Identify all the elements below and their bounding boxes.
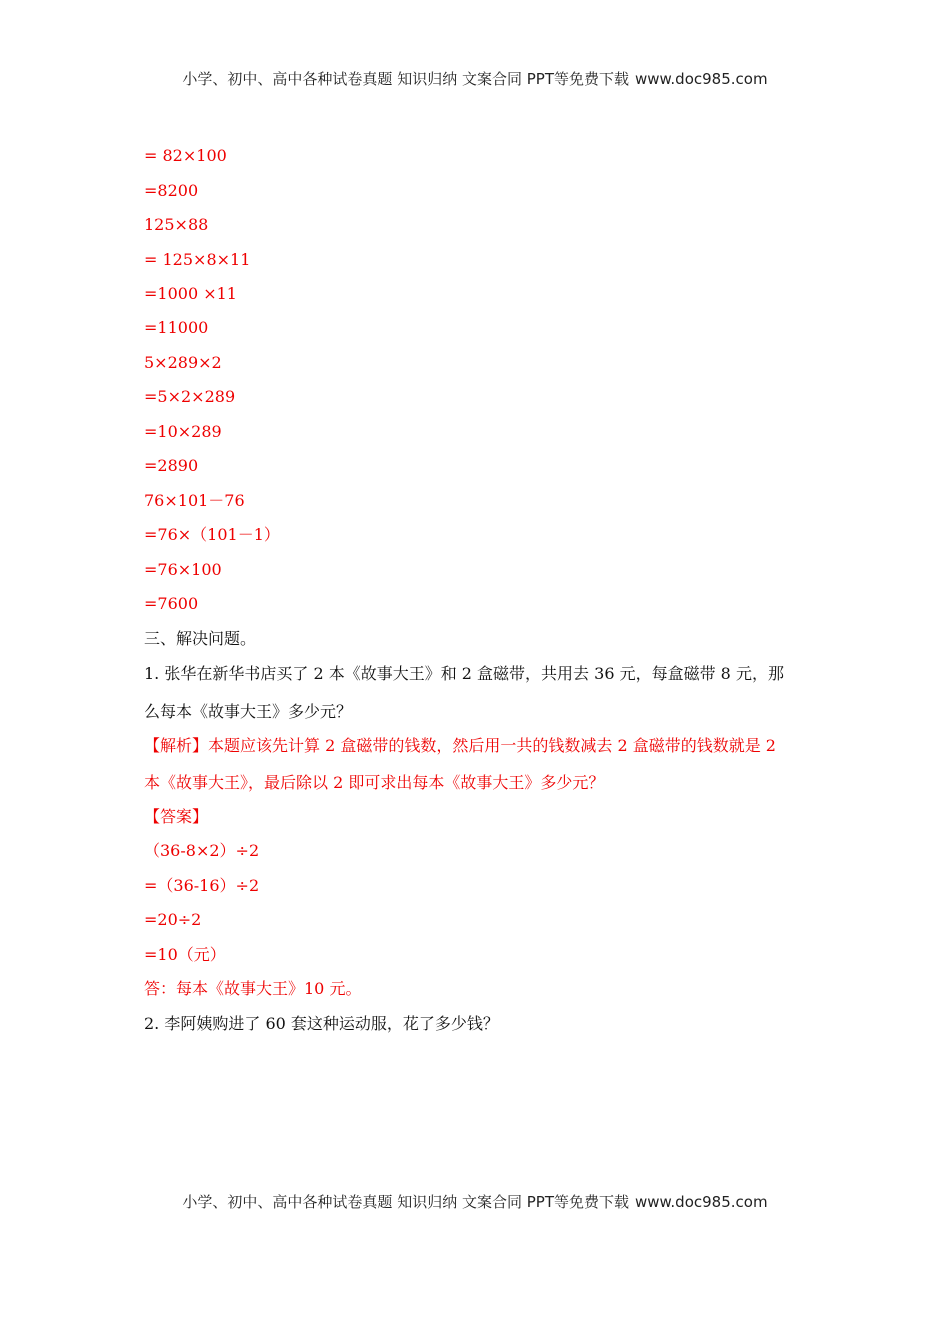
calc-line: 125×88 <box>144 215 209 234</box>
calc-line: 76×101－76 <box>144 491 245 510</box>
header-site-link[interactable]: www.doc985.com <box>634 70 768 88</box>
footer-text: 小学、初中、高中各种试卷真题 知识归纳 文案合同 PPT等免费下载 <box>182 1193 629 1211</box>
answer-step: =10（元） <box>144 945 226 964</box>
answer-conclusion: 答：每本《故事大王》10 元。 <box>144 979 362 998</box>
section-title: 三、解决问题。 <box>144 629 257 648</box>
analysis-line-1: 【解析】本题应该先计算 2 盒磁带的钱数，然后用一共的钱数减去 2 盒磁带的钱数就是 2 <box>144 736 776 755</box>
calc-line: = 82×100 <box>144 146 227 165</box>
calc-line: =5×2×289 <box>144 387 236 406</box>
calc-line: =8200 <box>144 181 199 200</box>
calc-line: =10×289 <box>144 422 222 441</box>
header-text: 小学、初中、高中各种试卷真题 知识归纳 文案合同 PPT等免费下载 <box>182 70 629 88</box>
question-1-line-2: 么每本《故事大王》多少元？ <box>144 702 353 721</box>
answer-step: =20÷2 <box>144 910 202 929</box>
page-header <box>0 68 950 89</box>
calc-line: =76×（101－1） <box>144 525 280 544</box>
answer-step: =（36-16）÷2 <box>144 876 260 895</box>
analysis-line-2: 本《故事大王》，最后除以 2 即可求出每本《故事大王》多少元？ <box>144 773 605 792</box>
calc-line: =2890 <box>144 456 199 475</box>
page-footer <box>0 1191 950 1212</box>
answer-label: 【答案】 <box>144 807 209 826</box>
answer-step: （36-8×2）÷2 <box>144 841 260 860</box>
question-2: 2. 李阿姨购进了 60 套这种运动服，花了多少钱？ <box>144 1014 499 1033</box>
calc-line: =7600 <box>144 594 199 613</box>
calc-line: =76×100 <box>144 560 222 579</box>
calc-line: = 125×8×11 <box>144 250 251 269</box>
calc-line: =11000 <box>144 318 209 337</box>
question-1-line-1: 1. 张华在新华书店买了 2 本《故事大王》和 2 盒磁带，共用去 36 元，每盒磁带 8 元，那 <box>144 664 784 683</box>
calc-line: =1000 ×11 <box>144 284 237 303</box>
footer-site-link[interactable]: www.doc985.com <box>634 1193 768 1211</box>
calc-line: 5×289×2 <box>144 353 222 372</box>
